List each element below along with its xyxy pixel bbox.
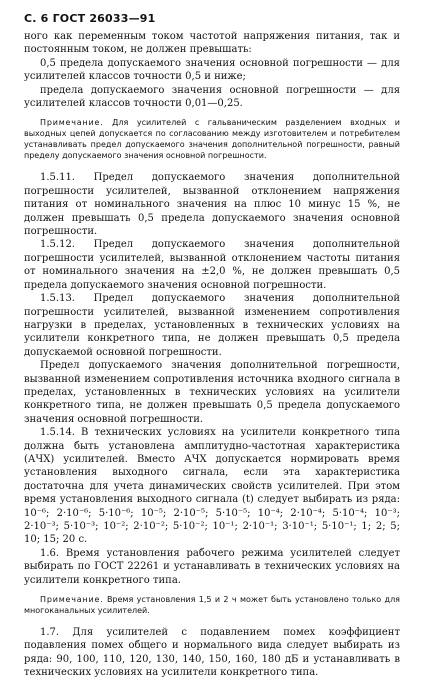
clause-1-6: 1.6. Время установления рабочего режима усилителей следует выбирать по ГОСТ 22261 и устанавливать в технических условиях на усилители конкретного типа. [24,547,400,586]
clause-1-7: 1.7. Для усилителей с подавлением помех коэффициент подавления помех общего и нормального вида следует выбирать из ряда: 90, 100, 110, 120, 130, 140, 150, 160, 180 дБ и устанавливать в технических условиях на усилители конкретного типа. [24,627,400,679]
clause-1-5-12: 1.5.12. Предел допускаемого значения дополнительной погрешности усилителей, вызванной отклонением частоты питания от номинального значения на ±2,0 %, не должен превышать 0,5 предела допускаемого значения основной погрешности. [24,239,400,291]
clause-1-5-14-text: 1.5.14. В технических условиях на усилители конкретного типа должна быть установлена амплитудно-частотная характеристика (АЧХ) усилителей. Вместо АЧХ допускается нормировать время установления выходного сигнала, если эта характеристика достаточна для учета динамических свойств усилителей. При этом время установления выходного сигнала (t) следует выбирать из ряда: [24,427,400,506]
note-2-lead: Примечание. [40,595,104,605]
paragraph-class-05: 0,5 предела допускаемого значения основной погрешности — для усилителей классов точности 0,5 и ниже; [24,57,400,83]
document-body [24,30,400,680]
clause-1-5-13-continued: Предел допускаемого значения дополнительной погрешности, вызванной изменением сопротивления источника входного сигнала в пределах, установленных в технических условиях на усилители конкретного типа, не должен превышать 0,5 предела допускаемого значения основной погрешности. [24,360,400,425]
page-header: С. 6 ГОСТ 26033—91 [24,12,156,25]
clause-1-5-11: 1.5.11. Предел допускаемого значения дополнительной погрешности усилителей, вызванной отклонением напряжения питания от номинального значения на плюс 10 минус 15 %, не должен превышать 0,5 предела допускаемого значения основной погрешности. [24,172,400,238]
clause-1-5-13: 1.5.13. Предел допускаемого значения дополнительной погрешности усилителей, вызванной изменением сопротивления нагрузки в пределах, установленных в технических условиях на усилители конкретного типа, не должен превышать 0,5 предела допускаемой основной погрешности. [24,293,400,358]
note-1-text: Для усилителей с гальваническим разделением входных и выходных цепей допускается по согласованию между изготовителем и потребителем устанавливать предел допускаемого значения дополнительной погрешности, равный пределу допускаемого значения основной погрешности. [24,118,400,161]
note-2 [24,594,400,616]
note-1 [24,117,400,161]
paragraph-continuation: ного как переменным током частотой напряжения питания, так и постоянным током, не должен превышать: [24,31,400,56]
paragraph-class-001: предела допускаемого значения основной погрешности — для усилителей классов точности 0,01—0,25. [24,84,400,110]
note-1-lead: Примечание. [40,118,104,128]
note-2-text: Время установления 1,5 и 2 ч может быть установлено только для многоканальных усилителей. [24,595,400,616]
clause-1-5-14-series: 10⁻⁶; 2·10⁻⁶; 5·10⁻⁶; 10⁻⁵; 2·10⁻⁵; 5·10⁻⁵; 10⁻⁴; 2·10⁻⁴; 5·10⁻⁴; 10⁻³; 2·10⁻³; 5·10⁻³; 10⁻²; 2·10⁻²; 5·10⁻²; 10⁻¹; 2·10⁻¹; 3·10⁻¹; 5·10⁻¹; 1; 2; 5; 10; 15; 20 с. [24,507,400,546]
clause-1-5-14 [24,426,400,547]
